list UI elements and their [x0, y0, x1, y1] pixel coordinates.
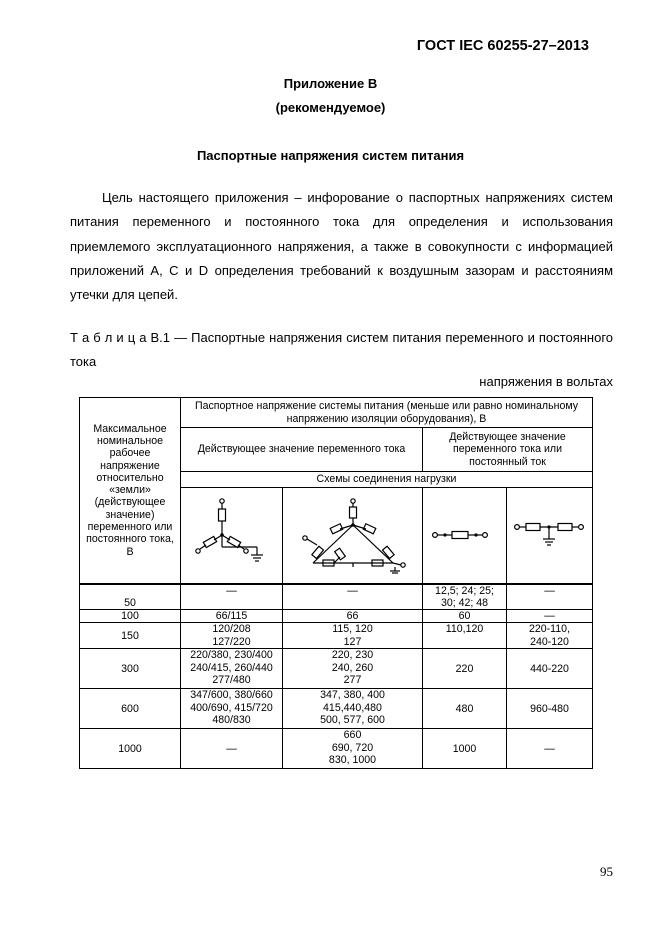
table-cell: 12,5; 24; 25; 30; 42; 48	[423, 584, 507, 610]
table-cell: 480	[423, 689, 507, 729]
table-cell: —	[283, 584, 423, 610]
schemes-header: Схемы соединения нагрузки	[181, 472, 593, 488]
table-cell: 220/380, 230/400 240/415, 260/440 277/480	[181, 649, 283, 689]
table-cell: —	[507, 729, 593, 769]
table-cell: 115, 120 127	[283, 623, 423, 649]
table-cell: 300	[80, 649, 181, 689]
single-load-icon	[430, 525, 500, 545]
standard-designation: ГОСТ IEC 60255-27–2013	[416, 38, 589, 54]
table-caption	[70, 326, 613, 375]
table-cell: 150	[80, 623, 181, 649]
section-title: Паспортные напряжения систем питания	[196, 148, 465, 163]
table-cell: —	[181, 584, 283, 610]
appendix-title: Приложение В	[283, 76, 378, 91]
table-cell: —	[507, 584, 593, 610]
table-cell: 347/600, 380/660 400/690, 415/720 480/830	[181, 689, 283, 729]
appendix-subtitle: (рекомендуемое)	[275, 100, 386, 115]
table-cell: 660 690, 720 830, 1000	[283, 729, 423, 769]
table-cell: 66	[283, 610, 423, 623]
table-cell: —	[181, 729, 283, 769]
delta-connection-diagram	[283, 488, 423, 584]
table-cell: 1000	[80, 729, 181, 769]
ac-header: Действующее значение переменного тока	[181, 428, 423, 472]
table-cell: 1000	[423, 729, 507, 769]
table-caption-label: Т а б л и ц а В.1	[70, 330, 171, 345]
table-cell: 110,120	[423, 623, 507, 649]
split-resistor-diagram	[507, 488, 593, 584]
table-cell: 960-480	[507, 689, 593, 729]
table-cell: 66/115	[181, 610, 283, 623]
star-connection-diagram	[181, 488, 283, 584]
star-connection-icon	[192, 495, 272, 575]
table-caption-text: — Паспортные напряжения систем питания переменного и постоянного тока	[70, 330, 614, 370]
voltage-table	[79, 397, 593, 769]
table-cell: 220-110, 240-120	[507, 623, 593, 649]
table-cell: 120/208 127/220	[181, 623, 283, 649]
dc-header: Действующее значение переменного тока или постоянный ток	[423, 428, 593, 472]
table-cell: 220	[423, 649, 507, 689]
table-cell: 440-220	[507, 649, 593, 689]
table-cell: 50	[80, 584, 181, 610]
intro-paragraph: Цель настоящего приложения – инфорование о паспортных напряжениях систем питания переменного и постоянного тока для определения и использования приемлемого эксплуатационного напряжения, а также в совокупности с информацией приложений А, С и D определения требований к воздушным зазорам и расстояниям утечки для цепей.	[70, 190, 613, 303]
table-cell: 100	[80, 610, 181, 623]
delta-connection-icon	[293, 495, 413, 575]
table-cell: —	[507, 610, 593, 623]
col-max-voltage-header: Максимальное номинальное рабочее напряжение относительно «земли» (действующее значение) переменного или постоянного тока, В	[80, 398, 181, 584]
page-number: 95	[600, 864, 613, 879]
table-cell: 220, 230 240, 260 277	[283, 649, 423, 689]
single-resistor-diagram	[423, 488, 507, 584]
table-cell: 347, 380, 400 415,440,480 500, 577, 600	[283, 689, 423, 729]
split-load-icon	[512, 517, 588, 553]
table-cell: 600	[80, 689, 181, 729]
table-cell: 60	[423, 610, 507, 623]
supply-voltage-header: Паспортное напряжение системы питания (меньше или равно номинальному напряжению изоляции оборудования), В	[181, 398, 593, 428]
units-note: напряжения в вольтах	[479, 374, 613, 389]
